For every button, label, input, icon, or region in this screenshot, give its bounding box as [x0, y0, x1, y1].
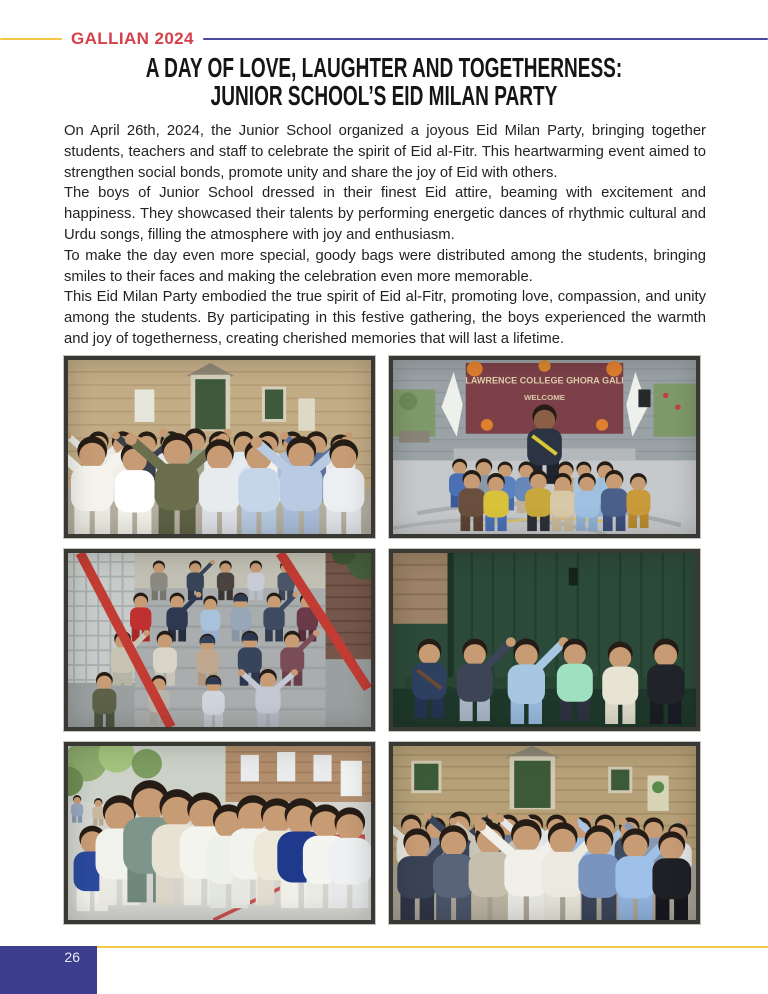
photo-crowd-brick-building: [64, 356, 375, 538]
article-paragraph: On April 26th, 2024, the Junior School organized a joyous Eid Milan Party, bringing together students, teachers and staff to celebrate the spirit of Eid al-Fitr. This heartwarming event aimed to strengthen social bonds, promote unity and share the joy of Eid with others.: [64, 123, 706, 181]
article-title-line2: JUNIOR SCHOOL’S EID MILAN PARTY: [210, 80, 558, 111]
article-paragraph: To make the day even more special, goody bags were distributed among the students, bringing smiles to their faces and making the celebration even more memorable.: [64, 247, 706, 285]
photo-illustration: [393, 553, 696, 727]
photo-cheering-crowd: [389, 742, 700, 924]
page-header: [0, 29, 768, 49]
page-number: 26: [64, 949, 80, 965]
photo-illustration: [393, 360, 696, 534]
magazine-title: GALLIAN 2024: [71, 29, 194, 48]
footer-rule-gold: [0, 946, 768, 948]
photo-illustration: [68, 553, 371, 727]
svg-text:WELCOME: WELCOME: [523, 392, 566, 402]
article-paragraph: The boys of Junior School dressed in their finest Eid attire, beaming with excitement and happiness. They showcased their talents by performing energetic dances of rhythmic cultural and Urdu songs, filling the atmosphere with joy and enthusiasm.: [64, 185, 706, 243]
photo-green-gate-group: [389, 549, 700, 731]
article-paragraph: This Eid Milan Party embodied the true spirit of Eid al-Fitr, promoting love, compassion, and unity among the students. By participating in this festive gathering, the boys experienced the warmth and joy of togetherness, creating cherished memories that will last a lifetime.: [64, 289, 706, 347]
page-number-box: [0, 946, 97, 994]
photo-white-kameez-line: [64, 742, 375, 924]
photo-banner-group: [389, 356, 700, 538]
article-title: [0, 54, 768, 110]
header-rule-gold: [0, 38, 62, 41]
photo-illustration: [393, 746, 696, 920]
svg-text:LAWRENCE COLLEGE GHORA GALI: LAWRENCE COLLEGE GHORA GALI: [465, 375, 624, 386]
photo-illustration: [68, 360, 371, 534]
photo-stairs-group: [64, 549, 375, 731]
photo-grid: [64, 356, 700, 924]
header-rule-blue: [203, 38, 768, 41]
photo-illustration: [68, 746, 371, 920]
article-body: [64, 121, 706, 350]
article-title-line1: A DAY OF LOVE, LAUGHTER AND TOGETHERNESS:: [145, 52, 623, 83]
